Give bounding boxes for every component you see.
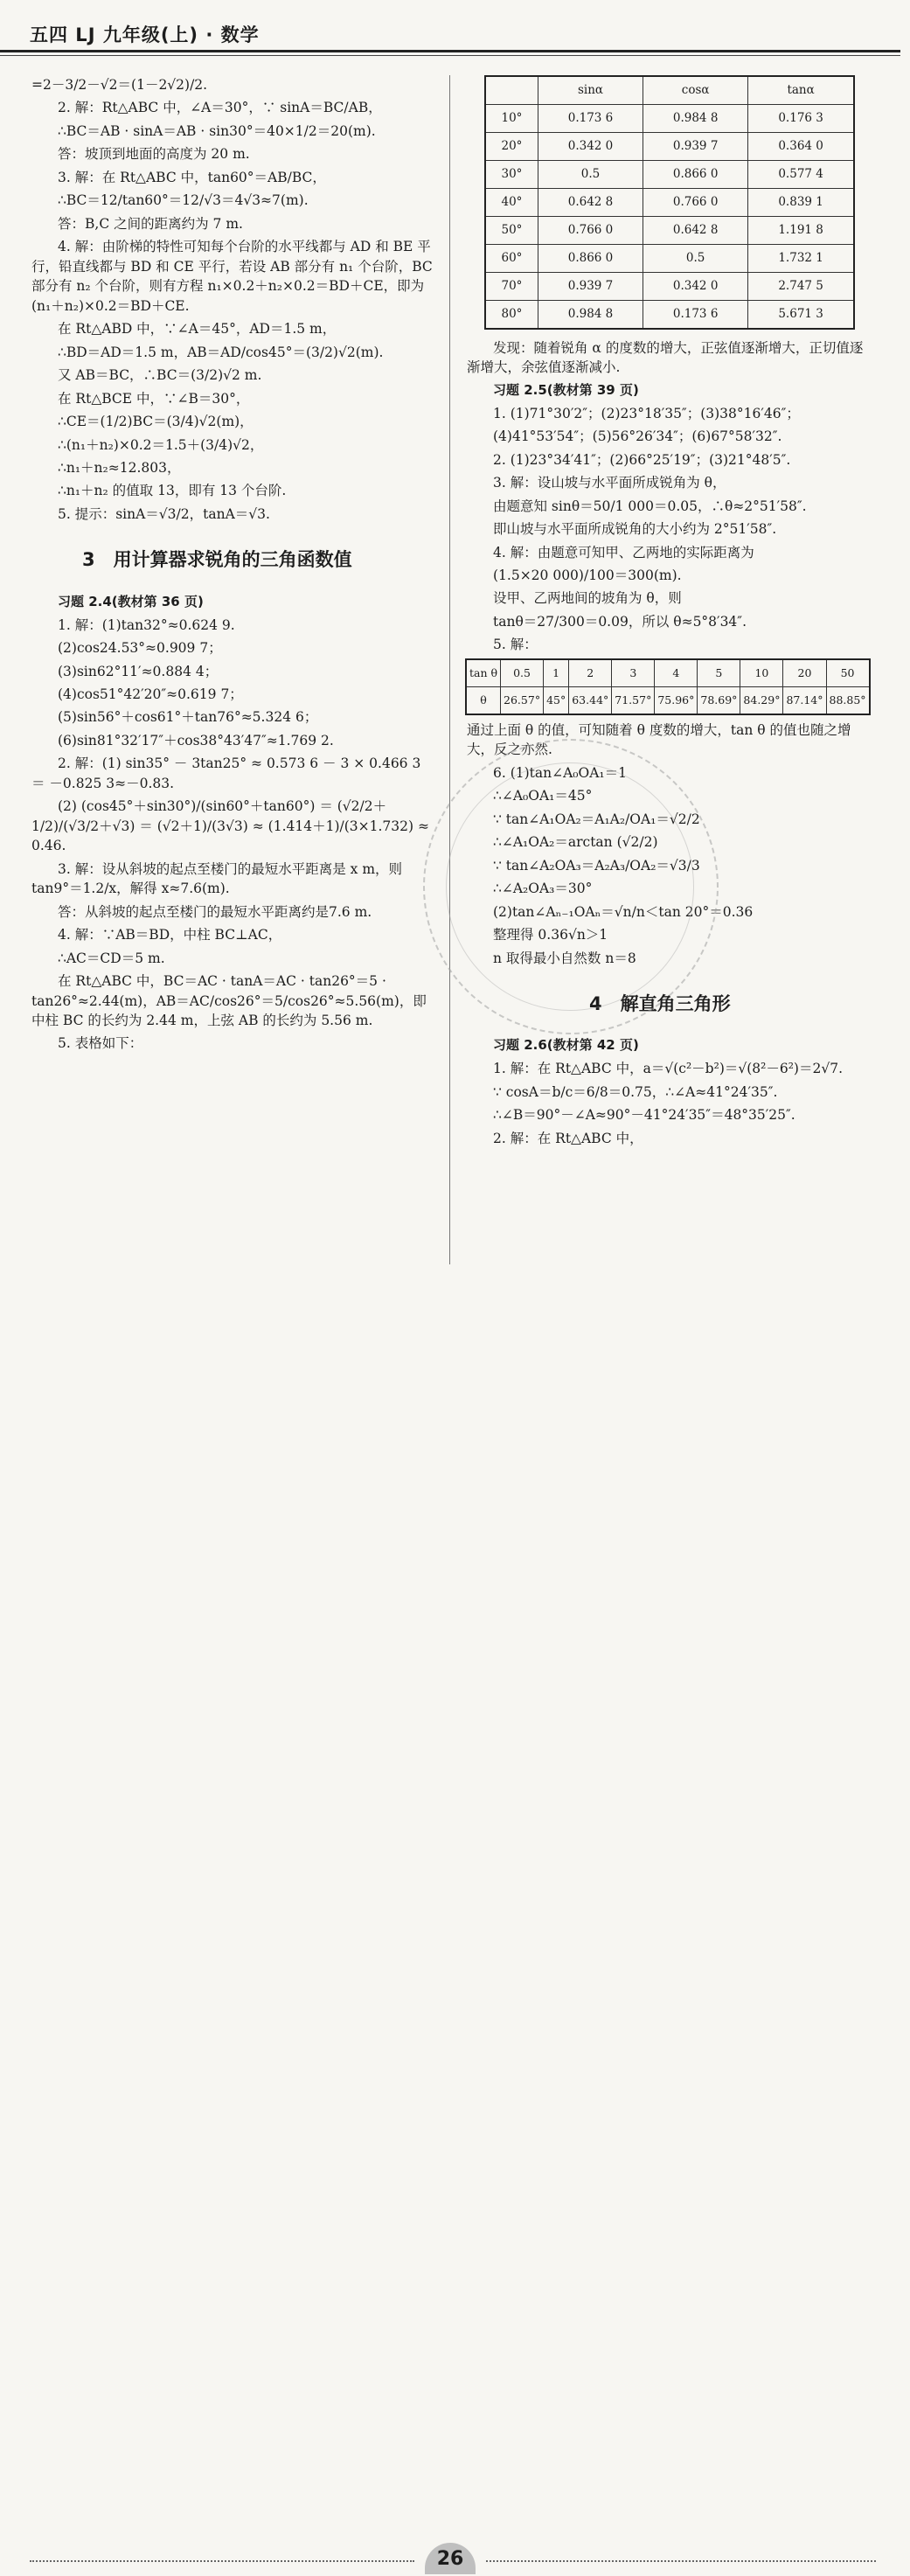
table-cell: 0.5 (538, 161, 643, 189)
text-paragraph: 2. 解：(1) sin35° － 3tan25° ≈ 0.573 6 － 3 × 0.466 3 ＝ －0.825 3≈－0.83. (31, 755, 421, 791)
text-line: 在 Rt△ABD 中，∵∠A＝45°，AD＝1.5 m， (58, 321, 337, 338)
text-paragraph: 在 Rt△ABC 中，BC＝AC · tanA＝AC · tan26°＝5 · tan26°≈2.44(m)，AB＝AC/cos26°＝5/cos26°≈5.56(m)，即中柱 BC 的长约为 2.44 m，上弦 AB 的长约为 5.56 m. (31, 973, 427, 1028)
text-line: ∴BC＝12/tan60°＝12/√3＝4√3≈7(m). (58, 192, 309, 209)
table-cell: 20 (783, 659, 826, 687)
left-column (31, 75, 435, 1057)
table-cell: 4 (655, 659, 698, 687)
table-cell: 71.57° (612, 686, 655, 714)
table-cell: 0.342 0 (643, 273, 748, 301)
text-line: 6. (1)tan∠A₀OA₁＝1 (493, 764, 627, 781)
trig-values-table (484, 75, 855, 330)
table-cell: 50° (485, 217, 538, 245)
table-row (485, 245, 854, 273)
text-line: ∴(n₁＋n₂)×0.2＝1.5＋(3/4)√2， (58, 436, 264, 453)
section-title: 4 解直角三角形 (589, 993, 731, 1014)
table-cell: tan θ (466, 659, 501, 687)
table-header-cell: cosα (643, 76, 748, 105)
table-cell: 0.577 4 (748, 161, 854, 189)
text-line: 5. 解： (493, 637, 538, 653)
text-line: ∴∠A₁OA₂＝arctan (√2/2) (493, 834, 658, 851)
table-header-cell: sinα (538, 76, 643, 105)
header-title: 五四 LJ 九年级(上) · 数学 (30, 24, 260, 45)
text-line: (3)sin62°11′≈0.884 4； (58, 663, 219, 679)
table-cell: θ (466, 686, 501, 714)
watermark-inner-circle (446, 762, 694, 1011)
text-line: 3. 解：设山坡与水平面所成锐角为 θ， (493, 475, 726, 491)
table-cell: 0.342 0 (538, 133, 643, 161)
table-row (485, 273, 854, 301)
text-line: 即山坡与水平面所成锐角的大小约为 2°51′58″. (493, 521, 777, 538)
text-paragraph: 4. 解：由阶梯的特性可知每个台阶的水平线都与 AD 和 BE 平行，铅直线都与 BD 和 CE 平行，若设 AB 部分有 n₁ 个台阶，BC 部分有 n₂ 个台阶，则有方程 n₁×0.2＋n₂×0.2＝BD＋CE，即为(n₁＋n₂)×0.2＝BD＋CE. (31, 239, 433, 314)
table-cell: 0.173 6 (643, 301, 748, 330)
text-line: 1. (1)71°30′2″；(2)23°18′35″；(3)38°16′46″； (493, 405, 800, 421)
page-number: 26 (425, 2543, 476, 2574)
text-line: 答：B,C 之间的距离约为 7 m. (58, 215, 243, 232)
table-cell: 10 (740, 659, 783, 687)
page-header (0, 0, 910, 58)
table-cell: 1.732 1 (748, 245, 854, 273)
footer-dotted-rule-right (486, 2560, 876, 2562)
table-cell: 0.766 0 (538, 217, 643, 245)
table-cell: 0.866 0 (538, 245, 643, 273)
table-cell: 5.671 3 (748, 301, 854, 330)
text-line: ∵ tan∠A₂OA₃＝A₂A₃/OA₂＝√3/3 (493, 857, 700, 874)
table-cell: 1 (544, 659, 569, 687)
table-cell: 2.747 5 (748, 273, 854, 301)
table-cell: 40° (485, 189, 538, 217)
table-row (466, 659, 870, 687)
table-row (485, 217, 854, 245)
table-row (485, 301, 854, 330)
text-line: ∴∠A₀OA₁＝45° (493, 788, 593, 804)
table-row (485, 105, 854, 133)
text-line: (6)sin81°32′17″＋cos38°43′47″≈1.769 2. (58, 732, 334, 748)
table-cell: 5 (698, 659, 740, 687)
table-cell: 0.939 7 (538, 273, 643, 301)
page-footer (0, 1270, 910, 2570)
text-line: ∴∠B＝90°－∠A≈90°－41°24′35″＝48°35′25″. (493, 1107, 795, 1124)
text-line: (2)tan∠Aₙ₋₁OAₙ＝√n/n＜tan 20°＝0.36 (493, 903, 754, 920)
table-cell: 0.364 0 (748, 133, 854, 161)
table-cell: 2 (569, 659, 612, 687)
table-cell: 20° (485, 133, 538, 161)
table-cell: 70° (485, 273, 538, 301)
table-row (485, 133, 854, 161)
table-cell: 0.984 8 (538, 301, 643, 330)
table-cell: 0.5 (501, 659, 544, 687)
text-line: 由题意知 sinθ＝50/1 000＝0.05，∴θ≈2°51′58″. (493, 498, 807, 514)
text-paragraph: 发现：随着锐角 α 的度数的增大，正弦值逐渐增大，正切值逐渐增大，余弦值逐渐减小. (467, 340, 864, 376)
table-cell: 45° (544, 686, 569, 714)
table-cell: 0.642 8 (643, 217, 748, 245)
text-line: n 取得最小自然数 n＝8 (493, 950, 636, 966)
table-cell: 84.29° (740, 686, 783, 714)
table-cell: 0.939 7 (643, 133, 748, 161)
text-paragraph: 3. 解：设从斜坡的起点至楼门的最短水平距离是 x m，则 tan9°＝1.2/x，解得 x≈7.6(m). (31, 860, 403, 897)
table-cell: 0.176 3 (748, 105, 854, 133)
table-row (485, 189, 854, 217)
text-line: 整理得 0.36√n＞1 (493, 927, 608, 943)
text-line: (2)cos24.53°≈0.909 7； (58, 640, 222, 657)
table-header-cell: tanα (748, 76, 854, 105)
text-line: 答：坡顶到地面的高度为 20 m. (58, 146, 250, 163)
text-line: 2. 解：Rt△ABC 中，∠A＝30°，∵ sinA＝BC/AB， (58, 100, 382, 116)
text-line: ∴n₁＋n₂≈12.803， (58, 459, 181, 476)
text-line: 在 Rt△BCE 中，∵∠B＝30°， (58, 390, 250, 407)
table-cell: 80° (485, 301, 538, 330)
table-cell: 88.85° (826, 686, 870, 714)
text-line: 2. 解：在 Rt△ABC 中， (493, 1130, 643, 1146)
text-line: 答：从斜坡的起点至楼门的最短水平距离约是7.6 m. (58, 903, 372, 920)
exercise-heading: 习题 2.4(教材第 36 页) (58, 593, 204, 609)
exercise-heading: 习题 2.5(教材第 39 页) (493, 381, 639, 398)
text-line: (4)41°53′54″；(5)56°26′34″；(6)67°58′32″. (493, 428, 782, 445)
text-line: 3. 解：在 Rt△ABC 中，tan60°＝AB/BC， (58, 169, 326, 185)
table-cell: 63.44° (569, 686, 612, 714)
table-cell: 75.96° (655, 686, 698, 714)
text-line: tanθ＝27/300＝0.09，所以 θ≈5°8′34″. (493, 613, 747, 630)
text-line: 又 AB＝BC，∴BC＝(3/2)√2 m. (58, 367, 262, 384)
section-title: 3 用计算器求锐角的三角函数值 (82, 549, 352, 571)
exercise-heading: 习题 2.6(教材第 42 页) (493, 1037, 639, 1054)
table-cell: 0.866 0 (643, 161, 748, 189)
header-rule-thick (0, 50, 900, 52)
table-cell: 3 (612, 659, 655, 687)
table-cell: 30° (485, 161, 538, 189)
text-line: 1. 解：在 Rt△ABC 中，a＝√(c²－b²)＝√(8²－6²)＝2√7. (493, 1061, 844, 1077)
text-line: 4. 解：∵AB＝BD，中柱 BC⊥AC， (58, 927, 282, 943)
text-line: ∵ tan∠A₁OA₂＝A₁A₂/OA₁＝√2/2 (493, 811, 700, 827)
text-line: 1. 解：(1)tan32°≈0.624 9. (58, 616, 235, 633)
text-line: ∴∠A₂OA₃＝30° (493, 881, 593, 897)
text-line: (1.5×20 000)/100＝300(m). (493, 567, 682, 583)
text-line: 5. 提示：sinA＝√3/2，tanA＝√3. (58, 505, 270, 522)
table-header-row (485, 76, 854, 105)
text-line: ∴AC＝CD＝5 m. (58, 950, 165, 966)
table-cell: 0.173 6 (538, 105, 643, 133)
text-line: (5)sin56°＋cos61°＋tan76°≈5.324 6； (58, 709, 318, 726)
table-cell: 87.14° (783, 686, 826, 714)
table-cell: 0.839 1 (748, 189, 854, 217)
table-cell: 1.191 8 (748, 217, 854, 245)
text-line: 5. 表格如下： (58, 1035, 143, 1052)
table-cell: 78.69° (698, 686, 740, 714)
text-line: ∴n₁＋n₂ 的值取 13，即有 13 个台阶. (58, 483, 287, 499)
table-header-cell (485, 76, 538, 105)
text-line: ∴CE＝(1/2)BC＝(3/4)√2(m)， (58, 414, 254, 430)
table-cell: 60° (485, 245, 538, 273)
text-paragraph: (2) (cos45°＋sin30°)/(sin60°＋tan60°) ＝ (√2/2＋1/2)/(√3/2＋√3) ＝ (√2＋1)/(3√3) ≈ (1.414＋1)/(3×1.732) ≈ 0.46. (31, 798, 429, 854)
table-cell: 10° (485, 105, 538, 133)
text-line: 2. (1)23°34′41″；(2)66°25′19″；(3)21°48′5″. (493, 451, 791, 468)
table-row (485, 161, 854, 189)
header-rule-thin (0, 55, 900, 56)
table-row (466, 686, 870, 714)
text-line: ∴BC＝AB · sinA＝AB · sin30°＝40×1/2＝20(m). (58, 122, 376, 139)
table-cell: 0.5 (643, 245, 748, 273)
text-line: ∵ cosA＝b/c＝6/8＝0.75，∴∠A≈41°24′35″. (493, 1083, 778, 1100)
column-divider (449, 75, 450, 1264)
table-cell: 0.984 8 (643, 105, 748, 133)
footer-dotted-rule-left (30, 2560, 414, 2562)
text-paragraph: 通过上面 θ 的值，可知随着 θ 度数的增大，tan θ 的值也随之增大，反之亦然. (467, 721, 851, 758)
text-line: 设甲、乙两地间的坡角为 θ，则 (493, 590, 682, 607)
table-cell: 50 (826, 659, 870, 687)
text-line: =2－3/2－√2＝(1－2√2)/2. (31, 77, 208, 93)
table-cell: 0.766 0 (643, 189, 748, 217)
text-line: 4. 解：由题意可知甲、乙两地的实际距离为 (493, 544, 754, 560)
text-line: ∴BD＝AD＝1.5 m，AB＝AD/cos45°＝(3/2)√2(m). (58, 344, 384, 360)
table-cell: 0.642 8 (538, 189, 643, 217)
text-line: (4)cos51°42′20″≈0.619 7； (58, 686, 243, 702)
tan-theta-table (465, 658, 871, 715)
table-cell: 26.57° (501, 686, 544, 714)
